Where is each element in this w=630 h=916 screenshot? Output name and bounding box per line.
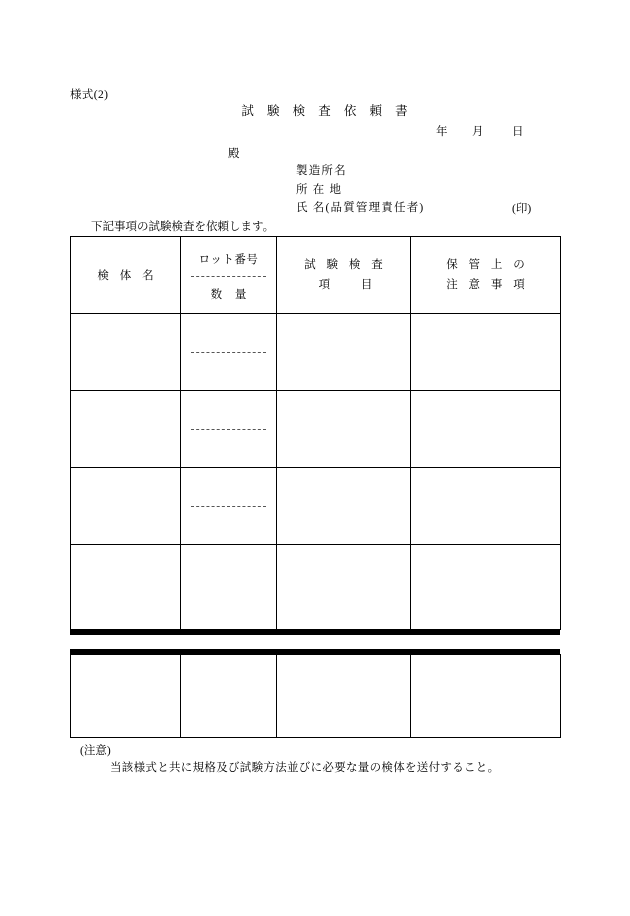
address-label: 所 在 地 (296, 183, 343, 196)
factory-name-label: 製造所名 (296, 165, 347, 177)
header-inspection-items-line2: 項 目 (318, 279, 387, 291)
cell-storage-notes[interactable] (411, 468, 561, 545)
request-sentence: 下記事項の試験検査を依頼します。 (91, 221, 275, 233)
addressee-label: 殿 (228, 148, 240, 160)
table-row[interactable] (71, 391, 561, 468)
responsible-person-label: 氏 名(品質管理責任者) (296, 202, 425, 214)
note-text: 当該様式と共に規格及び試験方法並びに必要な量の検体を送付すること。 (110, 762, 500, 774)
header-storage-notes-line1: 保 管 上 の (446, 259, 529, 271)
header-sample-name-label: 検 体 名 (97, 270, 158, 282)
cell-lot-quantity[interactable] (181, 391, 277, 468)
note-label: (注意) (80, 745, 111, 757)
header-quantity-label: 数 量 (210, 288, 252, 301)
header-lot-number-label: ロット番号 (198, 253, 259, 266)
form-number: 様式(2) (70, 89, 109, 101)
cell-lot-quantity[interactable] (181, 468, 277, 545)
bottom-cell-4[interactable] (411, 655, 561, 738)
row-dashed-divider (191, 429, 266, 430)
header-inspection-items-lines (277, 255, 410, 295)
page-title: 試 験 検 査 依 頼 書 (241, 104, 413, 118)
row-dashed-divider (191, 352, 266, 353)
date-line (436, 123, 525, 139)
date-month-label: 月 (472, 126, 485, 138)
table-row[interactable] (71, 314, 561, 391)
table-row[interactable] (71, 655, 561, 738)
row-dashed-divider (191, 506, 266, 507)
header-dashed-divider (191, 276, 266, 277)
cell-lot-quantity[interactable] (181, 545, 277, 630)
cell-sample-name[interactable] (71, 391, 181, 468)
cell-inspection-items[interactable] (277, 468, 411, 545)
table-row[interactable] (71, 468, 561, 545)
cell-inspection-items[interactable] (277, 314, 411, 391)
bottom-cell-3[interactable] (277, 655, 411, 738)
inspection-request-table (70, 236, 561, 630)
header-sample-name (71, 237, 181, 314)
cell-sample-name[interactable] (71, 314, 181, 391)
cell-inspection-items[interactable] (277, 545, 411, 630)
header-storage-notes-lines (411, 255, 560, 295)
header-inspection-items (277, 237, 411, 314)
date-year-label: 年 (436, 126, 449, 138)
header-inspection-items-line1: 試 験 検 査 (304, 259, 387, 271)
cell-storage-notes[interactable] (411, 314, 561, 391)
table-row[interactable] (71, 545, 561, 630)
date-day-label: 日 (512, 126, 525, 138)
thick-divider-top (70, 630, 560, 635)
header-storage-notes-line2: 注 意 事 項 (446, 279, 529, 291)
header-storage-notes (411, 237, 561, 314)
cell-sample-name[interactable] (71, 468, 181, 545)
seal-mark-label: (印) (512, 203, 532, 215)
bottom-cell-2[interactable] (181, 655, 277, 738)
maker-info-block (296, 162, 424, 218)
office-use-table (70, 654, 561, 738)
cell-inspection-items[interactable] (277, 391, 411, 468)
cell-storage-notes[interactable] (411, 391, 561, 468)
bottom-cell-1[interactable] (71, 655, 181, 738)
table-header-row (71, 237, 561, 314)
cell-lot-quantity[interactable] (181, 314, 277, 391)
header-lot-and-quantity (181, 237, 277, 314)
cell-storage-notes[interactable] (411, 545, 561, 630)
cell-sample-name[interactable] (71, 545, 181, 630)
